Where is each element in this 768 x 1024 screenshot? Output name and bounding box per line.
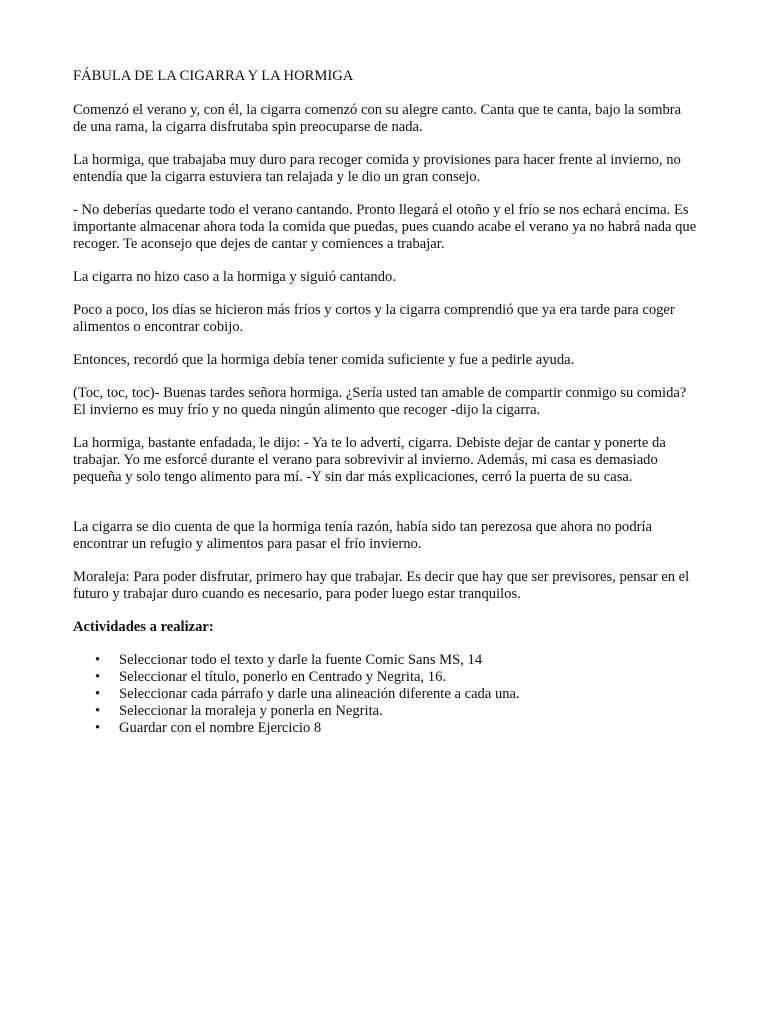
paragraph-asks-help: Entonces, recordó que la hormiga debía tener comida suficiente y fue a pedirle ayuda. <box>73 352 575 368</box>
list-item <box>73 652 698 669</box>
paragraph-ant-reply: La hormiga, bastante enfadada, le dijo: - Ya te lo advertí, cigarra. Debiste dejar de cantar y ponerte da trabajar. Yo me esforcé durante el verano para sobrevivir al invierno. Además, mi casa es demasiado pequeña y solo tengo alimento para mí. -Y sin dar más explicaciones, cerró la puerta de su casa. <box>73 435 666 485</box>
paragraph-moral: Moraleja: Para poder disfrutar, primero hay que trabajar. Es decir que hay que ser previsores, pensar en el futuro y trabajar duro cuando es necesario, para poder luego estar tranquilos. <box>73 569 690 602</box>
list-item-text: Seleccionar todo el texto y darle la fuente Comic Sans MS, 14 <box>119 652 483 668</box>
paragraph-realization: La cigarra se dio cuenta de que la hormiga tenía razón, había sido tan perezosa que ahora no podría encontrar un refugio y alimentos para pasar el frío invierno. <box>73 519 653 552</box>
list-item-text: Seleccionar la moraleja y ponerla en Negrita. <box>119 703 383 719</box>
bullet-icon: • <box>95 652 101 668</box>
paragraph-knock: (Toc, toc, toc)- Buenas tardes señora hormiga. ¿Sería usted tan amable de compartir conmigo su comida? El invierno es muy frío y no queda ningún alimento que recoger -dijo la cigarra. <box>73 385 687 418</box>
bullet-icon: • <box>95 720 101 736</box>
activities-list <box>73 652 698 737</box>
bullet-icon: • <box>95 669 101 685</box>
list-item-text: Seleccionar cada párrafo y darle una alineación diferente a cada una. <box>119 686 520 702</box>
activities-heading: Actividades a realizar: <box>73 619 214 635</box>
paragraph-cold-days: Poco a poco, los días se hicieron más fríos y cortos y la cigarra comprendió que ya era tarde para coger alimentos o encontrar cobijo. <box>73 302 675 335</box>
list-item-text: Seleccionar el título, ponerlo en Centrado y Negrita, 16. <box>119 669 447 685</box>
document-body <box>73 68 698 737</box>
paragraph-ignored: La cigarra no hizo caso a la hormiga y siguió cantando. <box>73 269 396 285</box>
list-item <box>73 669 698 686</box>
paragraph-warning: - No deberías quedarte todo el verano cantando. Pronto llegará el otoño y el frío se nos echará encima. Es importante almacenar ahora toda la comida que puedas, pues cuando acabe el verano ya no habrá nada que recoger. Te aconsejo que dejes de cantar y comiences a trabajar. <box>73 202 697 252</box>
document-title: FÁBULA DE LA CIGARRA Y LA HORMIGA <box>73 68 354 84</box>
bullet-icon: • <box>95 686 101 702</box>
list-item <box>73 686 698 703</box>
paragraph-ant-advice: La hormiga, que trabajaba muy duro para recoger comida y provisiones para hacer frente al invierno, no entendía que la cigarra estuviera tan relajada y le dio un gran consejo. <box>73 152 681 185</box>
paragraph-summer: Comenzó el verano y, con él, la cigarra comenzó con su alegre canto. Canta que te canta, bajo la sombra de una rama, la cigarra disfrutaba spin preocuparse de nada. <box>73 102 682 135</box>
list-item <box>73 703 698 720</box>
bullet-icon: • <box>95 703 101 719</box>
list-item-text: Guardar con el nombre Ejercicio 8 <box>119 720 322 736</box>
list-item <box>73 720 698 737</box>
